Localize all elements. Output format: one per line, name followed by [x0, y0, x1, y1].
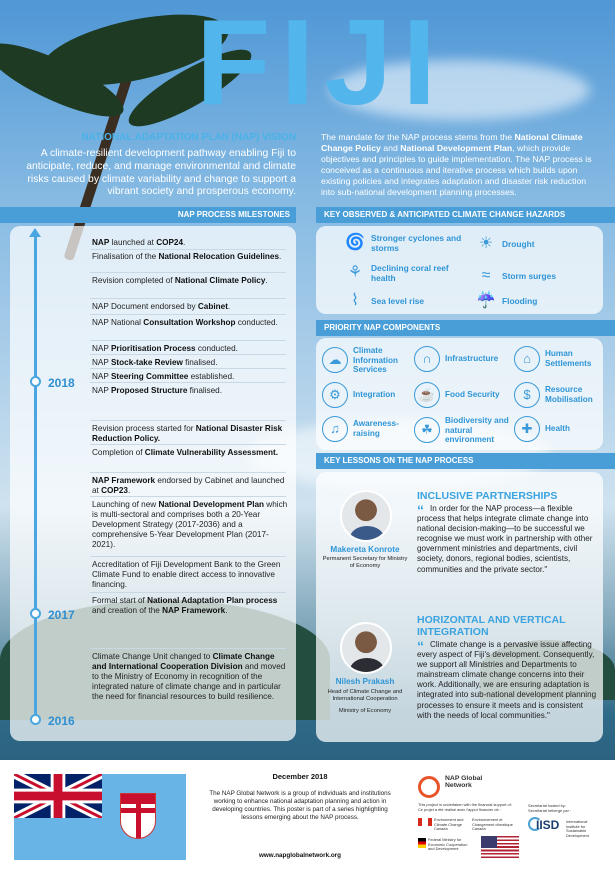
climate-info-icon: ☁ — [322, 347, 348, 373]
storm-surge-icon: ≈ — [481, 267, 491, 284]
milestone-divider — [90, 648, 286, 649]
milestone-divider — [90, 354, 286, 355]
year-label: 2018 — [48, 376, 75, 390]
milestone-divider — [90, 472, 286, 473]
hazard-item: ☔ Flooding — [475, 290, 537, 312]
timeline-dot — [30, 714, 41, 725]
milestone-item: Formal start of National Adaptation Plan process and creation of the NAP Framework. — [92, 596, 278, 615]
canada-text-fr: Environnement et Changement climatique Canada — [472, 817, 513, 832]
fiji-shield — [120, 793, 156, 839]
hazards-header: KEY OBSERVED & ANTICIPATED CLIMATE CHANGE HAZARDS — [316, 207, 615, 223]
sea-level-icon: ⌇ — [351, 292, 359, 309]
hazard-item: ≈ Storm surges — [475, 265, 556, 287]
milestone-item: Finalisation of the National Relocation Guidelines. — [92, 252, 282, 261]
person-name: Makereta Konrote — [330, 545, 400, 554]
hazard-item: ⚘ Declining coral reef health — [344, 262, 466, 284]
timeline-arrow — [29, 228, 41, 237]
secretariat-text: Secretariat hosted by: — [528, 803, 566, 808]
iisd-logo: IISD — [536, 818, 560, 832]
milestone-divider — [90, 368, 286, 369]
avatar — [340, 622, 392, 674]
support-text-fr: Ce projet a été réalisé avec l'appui financier de : — [418, 807, 501, 812]
milestone-item: Revision process started for National Disaster Risk Reduction Policy. — [92, 424, 283, 443]
milestone-item: NAP National Consultation Workshop conducted. — [92, 318, 278, 327]
germany-flag — [418, 838, 426, 848]
leaf-icon: ☘ — [414, 417, 440, 443]
milestone-item: Revision completed of National Climate Policy. — [92, 276, 268, 285]
milestone-item: NAP Proposed Structure finalised. — [92, 386, 222, 395]
avatar — [340, 490, 392, 542]
lesson-quote: “ Climate change is a pervasive issue affecting every aspect of Fiji's development. Consequently, we support all Ministries and Departments to mainstream climate change concerns into their work. Additionally, we are ensuring adaptation is integrated into sub-national development planning processes to ensure it meets and is consistent with the needs of local communities." — [417, 638, 597, 720]
canada-text: Environment and Climate Change Canada — [434, 817, 464, 832]
component-item: ∩ Infrastructure — [414, 346, 498, 372]
milestone-item: Climate Change Unit changed to Climate Change and International Cooperation Division and moved to the Ministry of Economy in recognition of the integrated nature of climate change and in particular the need for financial resources to build resilience. — [92, 652, 286, 701]
page-title: FIJI — [196, 0, 447, 130]
canada-flag — [418, 818, 432, 826]
person-role: Ministry of Economy — [338, 708, 392, 714]
milestone-item: NAP Framework endorsed by Cabinet and launched at COP23. — [92, 476, 285, 495]
hazard-item: 🌀 Stronger cyclones and storms — [345, 233, 462, 253]
milestone-item: NAP launched at COP24. — [92, 238, 186, 247]
milestone-divider — [90, 382, 286, 383]
lesson-quote: “ In order for the NAP process—a flexible process that helps integrate climate change into national decision-making—to be successful we recognise we must work in partnership with other government ministries and departments, civil society, donors, regional bodies, scientists, communities and the private sector." — [417, 502, 593, 574]
component-item: ⌂ Human Settlements — [514, 346, 601, 372]
iisd-subtitle: International Institute for Sustainable Development — [566, 819, 589, 838]
component-item: ⚙ Integration — [322, 382, 395, 408]
lessons-header: KEY LESSONS ON THE NAP PROCESS — [316, 453, 615, 469]
milestone-item: Completion of Climate Vulnerability Assessment. — [92, 448, 278, 457]
secretariat-text-fr: Secrétariat hébergé par : — [528, 808, 572, 813]
component-item: ☁ Climate Information Services — [322, 346, 413, 375]
timeline-dot — [30, 376, 41, 387]
milestone-divider — [90, 340, 286, 341]
quote-icon: “ — [417, 638, 424, 654]
person-role: Head of Climate Change and International Cooperation — [327, 689, 403, 702]
coral-icon: ⚘ — [347, 264, 363, 281]
component-item: ☕ Food Security — [414, 382, 500, 408]
milestone-divider — [90, 592, 286, 593]
drought-icon: ☀ — [478, 235, 494, 252]
health-icon: ✚ — [514, 416, 540, 442]
flooding-icon: ☔ — [476, 292, 496, 309]
vision-heading: NATIONAL ADAPTATION PLAN (NAP) VISION — [81, 132, 296, 143]
component-item: ♫ Awareness-raising — [322, 416, 409, 442]
milestones-header: NAP PROCESS MILESTONES — [0, 207, 296, 223]
milestone-item: Accreditation of Fiji Development Bank to the Green Climate Fund to enable direct access to innovative financing. — [92, 560, 281, 589]
money-icon: $ — [514, 382, 540, 408]
union-jack — [14, 774, 102, 818]
support-text: This project is undertaken with the financial support of: — [418, 802, 512, 807]
milestone-item: NAP Prioritisation Process conducted. — [92, 344, 238, 353]
milestone-item: Launching of new National Development Plan which is multi-sectoral and comprises both a 20-Year Development Strategy (2017-2036) and a comprehensive 5-Year Development Plan (2017-2021). — [92, 500, 288, 549]
year-label: 2017 — [48, 608, 75, 622]
person-role: Permanent Secretary for Ministry of Economy — [322, 556, 408, 569]
component-item: ☘ Biodiversity and natural environment — [414, 416, 511, 445]
mandate-text: The mandate for the NAP process stems from the National Climate Change Policy and National Development Plan, which provide objectives and principles to guide implementation. The NAP process is conceived as a continuous and iterative process which builds upon existing policies and integrates adaptation and disaster risk reduction into sub-national development planning processes. — [321, 132, 592, 197]
cyclone-icon: 🌀 — [345, 234, 365, 251]
components-header: PRIORITY NAP COMPONENTS — [316, 320, 615, 336]
integration-icon: ⚙ — [322, 382, 348, 408]
timeline-dot — [30, 608, 41, 619]
germany-text: Federal Ministry for Economic Cooperation and Development — [428, 837, 468, 852]
milestone-divider — [90, 496, 286, 497]
milestone-divider — [90, 298, 286, 299]
hazard-item: ⌇ Sea level rise — [344, 290, 424, 312]
hazard-item: ☀ Drought — [475, 233, 535, 255]
nap-network-name: NAP Global Network — [445, 775, 483, 790]
component-item: ✚ Health — [514, 416, 570, 442]
milestone-divider — [90, 444, 286, 445]
milestone-divider — [90, 420, 286, 421]
milestone-divider — [90, 249, 286, 250]
bridge-icon: ∩ — [414, 346, 440, 372]
milestone-item: NAP Steering Committee established. — [92, 372, 235, 381]
year-label: 2016 — [48, 714, 75, 728]
buildings-icon: ⌂ — [514, 346, 540, 372]
milestone-divider — [90, 556, 286, 557]
megaphone-icon: ♫ — [322, 416, 348, 442]
footer-date: December 2018 — [272, 772, 328, 781]
nap-logo-icon — [418, 776, 440, 798]
vision-text: A climate-resilient development pathway enabling Fiji to anticipate, reduce, and manage environmental and climate risks caused by climate variability and change to support a vibrant society and prosperous economy. — [26, 148, 296, 198]
milestone-item: NAP Stock-take Review finalised. — [92, 358, 218, 367]
footer-url[interactable]: www.napglobalnetwork.org — [259, 852, 341, 859]
milestone-item: NAP Document endorsed by Cabinet. — [92, 302, 231, 311]
milestone-divider — [90, 272, 286, 273]
footer-text: The NAP Global Network is a group of individuals and institutions working to enhance national adaptation planning and action in developing countries. This poster is part of a series highlighting lessons emerging about the NAP process. — [209, 790, 391, 821]
food-icon: ☕ — [414, 382, 440, 408]
component-item: $ Resource Mobilisation — [514, 382, 607, 408]
milestone-divider — [90, 314, 286, 315]
quote-icon: “ — [417, 502, 424, 518]
lesson-title: INCLUSIVE PARTNERSHIPS — [417, 490, 558, 502]
timeline-line — [34, 236, 37, 720]
person-name: Nilesh Prakash — [335, 677, 395, 686]
lesson-title: HORIZONTAL AND VERTICAL INTEGRATION — [417, 614, 566, 638]
us-flag — [481, 836, 519, 858]
